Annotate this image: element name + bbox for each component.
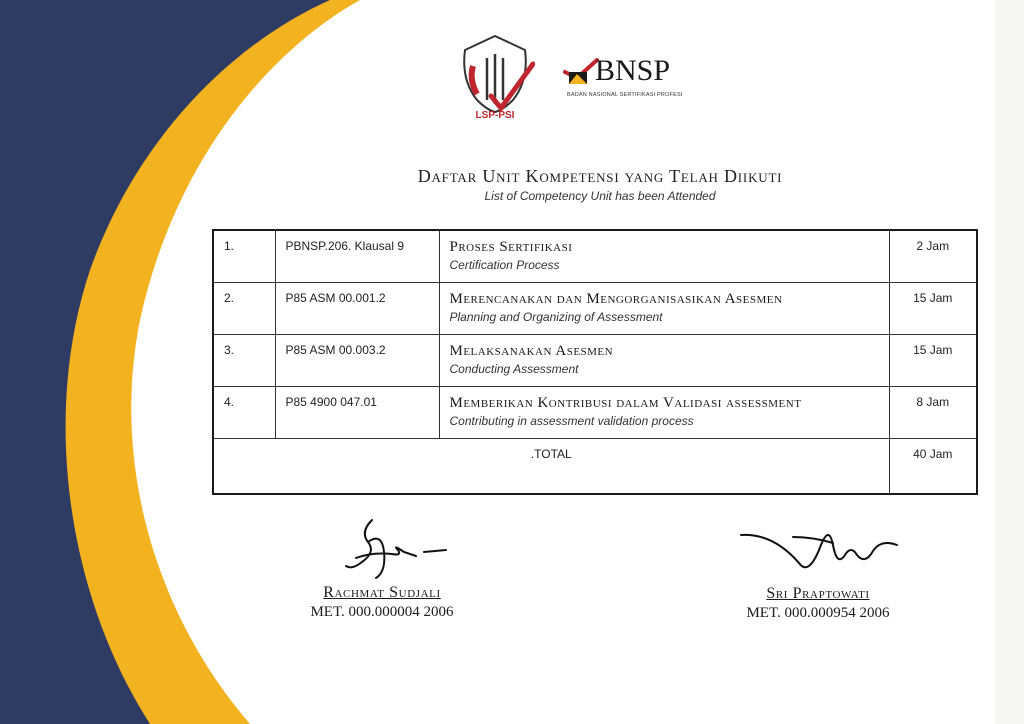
unit-title: Merencanakan dan Mengorganisasikan Asesmen [449,290,783,307]
signatory-met: MET. 000.000004 2006 [310,604,454,620]
unit-subtitle: Contributing in assessment validation process [449,413,694,428]
competency-table [212,229,978,495]
section-heading [290,166,910,203]
signature-icon [733,515,903,585]
heading-subtitle: List of Competency Unit has been Attended [484,189,716,203]
unit-subtitle: Planning and Organizing of Assessment [449,309,663,324]
unit-title: Melaksanakan Asesmen [449,342,614,359]
unit-code: P85 ASM 00.001.2 [275,282,439,334]
bnsp-title: BNSP [595,54,671,87]
unit-title: Proses Sertifikasi [449,239,573,255]
unit-description [439,386,889,438]
table-row [213,282,977,334]
total-label: .TOTAL [213,438,889,494]
bnsp-mark-icon [563,58,599,88]
unit-hours: 15 Jam [889,282,977,334]
lsp-psi-caption: LSP-PSI [475,110,515,121]
total-row [213,438,977,494]
table-row [213,230,977,282]
unit-number: 3. [213,334,275,386]
unit-description [439,282,889,334]
unit-description [439,230,889,282]
signatory-right [718,515,918,622]
unit-code: PBNSP.206. Klausal 9 [275,230,439,282]
table-row [213,334,977,386]
bnsp-subtitle: BADAN NASIONAL SERTIFIKASI PROFESI [567,92,683,98]
unit-title: Memberikan Kontribusi dalam Validasi assessment [449,394,802,411]
unit-number: 2. [213,282,275,334]
unit-hours: 15 Jam [889,334,977,386]
unit-code: P85 ASM 00.003.2 [275,334,439,386]
unit-number: 1. [213,230,275,282]
table-row [213,386,977,438]
unit-hours: 8 Jam [889,386,977,438]
unit-subtitle: Conducting Assessment [449,361,579,376]
unit-hours: 2 Jam [889,230,977,282]
unit-number: 4. [213,386,275,438]
heading-title: Daftar Unit Kompetensi yang Telah Diikuti [417,166,783,186]
unit-subtitle: Certification Process [449,258,560,272]
signatory-met: MET. 000.000954 2006 [746,605,890,621]
unit-code: P85 4900 047.01 [275,386,439,438]
logo-header [455,30,715,130]
signatory-name: Rachmat Sudjali [323,584,441,601]
unit-description [439,334,889,386]
total-hours: 40 Jam [889,438,977,494]
signatory-name: Sri Praptowati [766,585,870,602]
signatory-left [282,512,482,621]
signature-icon [312,512,452,584]
